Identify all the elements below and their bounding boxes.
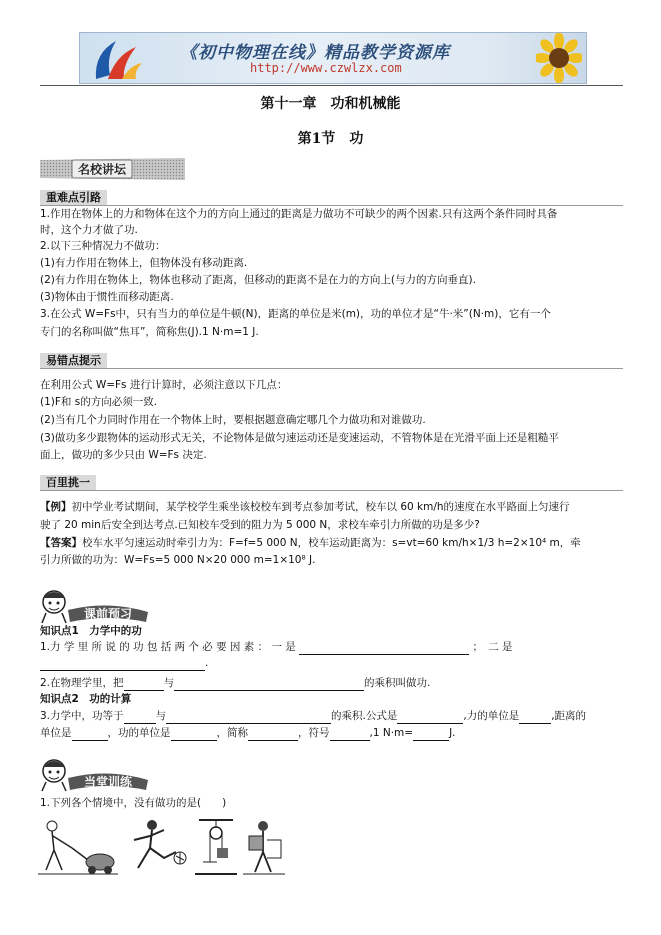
answer-blank[interactable] [519, 711, 551, 724]
kicking-ball-illustration-icon [128, 818, 190, 876]
text-line: (1)F和 s的方向必须一致. [40, 396, 158, 408]
question-text: ,距离的 [551, 710, 587, 722]
question-text: 单位是 [40, 727, 72, 739]
question-1-line [40, 640, 623, 655]
answer-blank[interactable] [248, 728, 298, 741]
question-2-line [40, 676, 623, 691]
question-text: ，简称 [216, 727, 248, 739]
question-text: 与 [155, 710, 167, 722]
question-text: 3.力学中，功等于 [40, 710, 124, 722]
question-text: ,1 N·m= [369, 727, 414, 739]
cartoon-classroom-icon [38, 756, 150, 792]
question-text: ，符号 [298, 727, 330, 739]
site-logo-icon [86, 35, 146, 81]
knowledge-point-2-title: 知识点2 功的计算 [40, 693, 132, 705]
chapter-title: 第十一章 功和机械能 [260, 96, 401, 112]
divider [40, 368, 623, 369]
text-line: 引力所做的功为：W=Fs=5 000 N×20 000 m=1×10⁸ J. [40, 554, 316, 566]
pulley-illustration-icon [195, 818, 237, 876]
question-text: ，功的单位是 [107, 727, 171, 739]
text-line: 1.作用在物体上的力和物体在这个力的方向上通过的距离是力做功不可缺少的两个因素.只有这两个条件同时具备 [40, 208, 558, 220]
question-text: ,力的单位是 [463, 710, 520, 722]
answer-blank[interactable] [171, 728, 217, 741]
answer-blank[interactable] [72, 728, 108, 741]
tag-example: 百里挑一 [40, 475, 96, 491]
cartoon-preview-label: 课前预习 [83, 607, 133, 621]
text-line: 驶了 20 min后安全到达考点.已知校车受到的阻力为 5 000 N，求校车牵引力所做的功是多少? [40, 519, 480, 531]
header-banner [79, 32, 587, 84]
text-line: 2.以下三种情况力不做功： [40, 240, 166, 252]
question-text: ； 二 是 [472, 641, 513, 653]
question-3-cont [40, 726, 623, 741]
sunflower-icon [536, 33, 582, 83]
answer-blank[interactable] [299, 642, 469, 655]
example-text: 初中学业考试期间，某学校学生乘坐该校校车到考点参加考试，校车以 60 km/h的速度在水平路面上匀速行 [71, 501, 570, 513]
example-label: 【例】 [40, 501, 72, 513]
ribbon-label: 名校讲坛 [77, 162, 127, 177]
answer-blank[interactable] [124, 678, 164, 691]
knowledge-point-1-title: 知识点1 力学中的功 [40, 625, 142, 637]
question-3-line [40, 709, 623, 724]
answer-blank[interactable] [40, 658, 205, 671]
answer-blank[interactable] [413, 728, 449, 741]
cartoon-preview-icon [38, 586, 150, 624]
answer-blank[interactable] [166, 711, 331, 724]
cartoon-classroom-label: 当堂训练 [83, 775, 133, 789]
question-text: 2.在物理学里，把 [40, 677, 124, 689]
text-line: 专门的名称叫做“焦耳”，简称焦(J).1 N·m=1 J. [40, 326, 259, 338]
text-line: (3)做功多少跟物体的运动形式无关，不论物体是做匀速运动还是变速运动，不管物体是在光滑平面上还是粗糙平 [40, 432, 559, 444]
tag-key-points: 重难点引路 [40, 190, 107, 206]
question-text: J. [449, 727, 456, 739]
answer-line [40, 536, 623, 551]
text-line: (1)有力作用在物体上，但物体没有移动距离. [40, 257, 248, 269]
carrying-bag-illustration-icon [243, 818, 285, 876]
answer-label: 【答案】 [40, 537, 82, 549]
text-line: (2)有力作用在物体上，物体也移动了距离，但移动的距离不是在力的方向上(与力的方向垂直). [40, 274, 476, 286]
text-line: (2)当有几个力同时作用在一个物体上时，要根据题意确定哪几个力做功和对谁做功. [40, 414, 426, 426]
question-text: 的乘积叫做功. [364, 677, 431, 689]
text-line: 在利用公式 W=Fs 进行计算时，必须注意以下几点： [40, 379, 288, 391]
banner-url: http://www.czwlzx.com [250, 61, 402, 75]
tag-error-points: 易错点提示 [40, 353, 107, 369]
pushing-cart-illustration-icon [38, 818, 118, 876]
text-line: 3.在公式 W=Fs中，只有当力的单位是牛顿(N)，距离的单位是米(m)，功的单位才是“牛·米”(N·m)，它有一个 [40, 308, 551, 320]
text-line: 面上，做功的多少只由 W=Fs 决定. [40, 449, 207, 461]
answer-blank[interactable] [174, 678, 364, 691]
text-line: 时，这个力才做了功. [40, 224, 138, 236]
header-rule [40, 85, 623, 86]
question-text: 的乘积.公式是 [331, 710, 398, 722]
divider [40, 205, 623, 206]
example-line [40, 500, 623, 515]
text-line: (3)物体由于惯性而移动距离. [40, 291, 174, 303]
answer-text: 校车水平匀速运动时牵引力为：F=f=5 000 N，校车运动距离为：s=vt=60 km/h×1/3 h=2×10⁴ m，牵 [82, 537, 581, 549]
question-1-cont: . [40, 656, 623, 671]
classroom-question-1: 1.下列各个情境中，没有做功的是( ) [40, 797, 227, 809]
section-title: 第1节 功 [297, 131, 364, 147]
answer-blank[interactable] [124, 711, 156, 724]
question-text: 1.力 学 里 所 说 的 功 包 括 两 个 必 要 因 素 ： 一 是 [40, 641, 296, 653]
divider [40, 490, 623, 491]
banner-title: 《初中物理在线》精品教学资源库 [180, 43, 450, 63]
answer-blank[interactable] [330, 728, 370, 741]
section-ribbon [40, 156, 185, 182]
answer-blank[interactable] [397, 711, 463, 724]
question-text: 与 [163, 677, 175, 689]
